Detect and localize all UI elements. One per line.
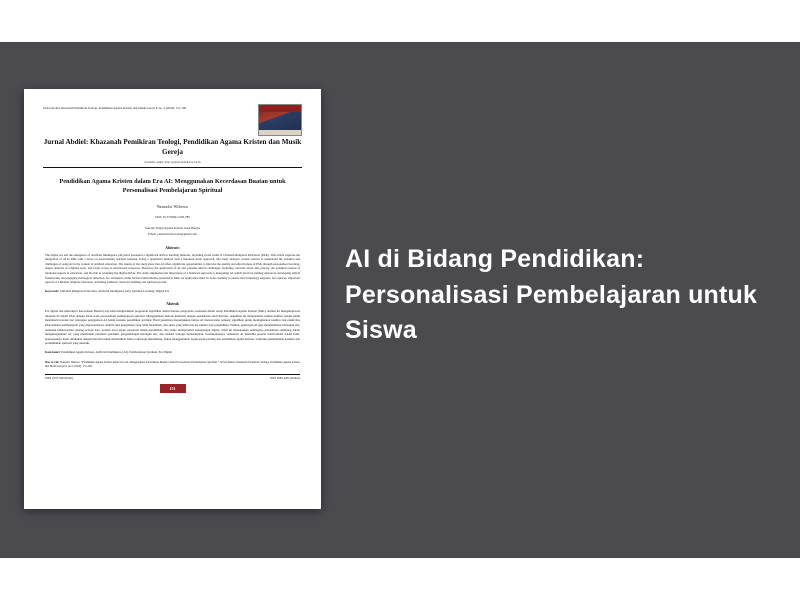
keywords-id (45, 350, 300, 355)
issn-online: ISSN 2685-3205 (Online) (269, 376, 300, 381)
keywords-en-value: Christian Religious Education, Artificial Intelligence (AI), Spiritual Learning, Digital Era (59, 288, 170, 293)
slide-canvas (0, 42, 800, 558)
abstract-heading-id: Abstrak (166, 302, 179, 307)
abstract-heading-en: Abstract: (165, 245, 180, 250)
issn-print: ISSN 2579-7263 (Print) (45, 376, 73, 381)
journal-header (35, 100, 310, 136)
header-rule (43, 167, 302, 168)
keywords-en-label: Keywords: (45, 288, 60, 293)
availability-line: Available online: http://journal.sttabdiel.ac.id/JA (144, 160, 201, 165)
journal-title: Jurnal Abdiel: Khazanah Pemikiran Teologi, Pendidikan Agama Kristen dan Musik Gereja (43, 138, 302, 156)
article-author: Yunasdri Wibowo (156, 204, 189, 210)
slide-headline: AI di Bidang Pendidikan: Personalisasi Pembelajaran untuk Siswa (345, 245, 758, 344)
issn-row (45, 376, 300, 380)
how-to-cite-value: Yunasdri Wibowo, "Pendidikan Agama Kristen dalam Era AI: Menggunakan Kecerdasan Buatan untuk Personalisasi Pembelajaran Spiritual," Jurnal Abdiel: Khazanah Pemikiran Teologi, Pendidikan Agama Kristen dan Musik Gereja 8, no.2 (2024): 151-169. (45, 361, 300, 369)
how-to-cite (45, 361, 300, 369)
keywords-en (45, 289, 300, 294)
journal-cover-thumbnail (258, 104, 302, 136)
keywords-id-value: Pendidikan Agama Kristen, Artificial Intelligence (AI), Pembelajaran Spiritual, Era Digital (61, 349, 173, 354)
how-to-cite-label: How to Cite: (45, 361, 60, 365)
author-email: Email: yunasdriwibowo02@gmail.com (148, 232, 197, 237)
running-head: Jurnal Abdiel: Khazanah Pemikiran Teologi, Pendidikan Agama Kristen dan Musik Gereja 8, no. 2 (2024): 151-169 (43, 106, 187, 110)
abstract-text-en: The digital era and the emergence of Artificial Intelligence (AI) have presented a significant shift in teaching methods, including in the realm of Christian Religious Education (PAK). This article explores the integration of AI in PAK with a focus on personalising spiritual learning. Using a qualitative method with a literature study approach, this study analyses current sources to understand the potential and challenges of using AI in the context of spiritual education. The results of the study show that AI offers significant opportunities to improve the quality and effectiveness of PAK through personalised learning, deeper analysis of religious texts, and wider access to educational resources. However, the application of AI also presents ethical challenges, including concerns about data privacy, the potential erosion of relational aspects in education, and the risk of widening the digital divide. The study emphasises the importance of a balanced approach to integrating AI, which involves training educators, developing ethical frameworks, and engaging theological reflection. In conclusion, while AI has transformative potential in PAK, its application must be done carefully to ensure that technology supports, not replaces, important aspects of Christian religious education, including authentic character building and spiritual growth. (45, 252, 300, 285)
page-number-badge: 151 (160, 384, 186, 393)
abstract-text-id: Era digital dan munculnya Kecerdasan Buatan (AI) telah menghadirkan pergeseran signifikan dalam metode pengajaran, termasuk dalam ranah Pendidikan Agama Kristen (PAK). Artikel ini mengeksplorasi integrasi AI dalam PAK dengan fokus pada personalisasi pembelajaran spiritual. Menggunakan metode kualitatif dengan pendekatan studi literatur, penelitian ini menganalisis sumber-sumber terkini untuk memahami potensi dan tantangan penggunaan AI dalam konteks pendidikan spiritual. Hasil penelitian menunjukkan bahwa AI menawarkan peluang signifikan untuk meningkatkan kualitas dan efektivitas PAK melalui pembelajaran yang dipersonalisasi, analisis teks keagamaan yang lebih mendalam, dan akses yang lebih luas ke sumber daya pendidikan. Namun, penerapan AI juga menghadirkan tantangan etis, termasuk kekhawatiran tentang privasi data, potensi erosi aspek relasional dalam pendidikan, dan risiko memperlebar kesenjangan digital. Studi ini menekankan pentingnya pendekatan seimbang dalam mengintegrasikan AI, yang melibatkan pelatihan pendidik, pengembangan kerangka etis, dan refleksi teologis berkelanjutan. Kesimpulannya, sementara AI memiliki potensi transformatif dalam PAK, penerapannya harus dilakukan dengan hati-hati untuk memastikan bahwa teknologi mendukung, bukan menggantikan, aspek-aspek penting dari pendidikan agama Kristen, termasuk pembentukan karakter dan pertumbuhan spiritual yang autentik. (45, 309, 300, 346)
article-title: Pendidikan Agama Kristen dalam Era AI: Menggunakan Kecerdasan Buatan untuk Personalisasi Pembelajaran Spiritual (59, 178, 286, 195)
journal-article-page (35, 100, 310, 498)
author-affiliation: Sekolah Tinggi Agama Kristen Anak Bangsa (144, 226, 201, 231)
footer-rule (45, 374, 300, 375)
article-doi[interactable]: DOI: 10.37368/ja.v8i2.786 (155, 215, 190, 220)
keywords-id-label: Kata kunci: (45, 349, 61, 354)
document-page-preview[interactable] (24, 89, 321, 509)
